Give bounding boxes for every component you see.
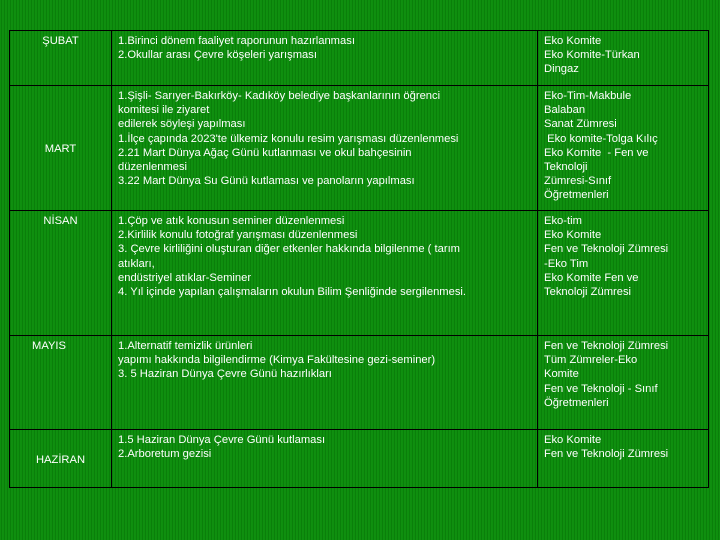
activity-line: 1.Alternatif temizlik ürünleri xyxy=(118,340,253,352)
activity-line: 2.Arboretum gezisi xyxy=(118,448,212,461)
responsible-line: Eko Komite xyxy=(544,35,602,47)
responsible-line: Eko-Tim-Makbule xyxy=(544,90,632,102)
activity-line: 1.Çöp ve atık konusun seminer düzenlenmesi xyxy=(118,215,345,227)
activity-line: 2.Kirlilik konulu fotoğraf yarışması düzenlenmesi xyxy=(118,229,358,242)
responsible-line: Komite xyxy=(544,368,579,381)
month-cell: MAYIS xyxy=(10,336,112,430)
responsible-line: Zümresi-Sınıf xyxy=(544,175,612,188)
activity-line: endüstriyel atıklar-Seminer xyxy=(118,271,252,284)
activities-cell xyxy=(112,211,538,336)
month-cell: MART xyxy=(10,86,112,211)
responsible-cell xyxy=(538,430,709,488)
activity-line: 1.İlçe çapında 2023'te ülkemiz konulu resim yarışması düzenlenmesi xyxy=(118,132,459,145)
responsible-line: Eko Komite Fen ve xyxy=(544,271,639,284)
responsible-line: Eko-tim xyxy=(544,215,582,227)
table-row-mayis xyxy=(10,336,709,430)
activities-cell xyxy=(112,430,538,488)
responsible-cell xyxy=(538,336,709,430)
activity-line: 1.Birinci dönem faaliyet raporunun hazırlanması xyxy=(118,35,355,47)
activity-line: atıkları, xyxy=(118,257,155,270)
responsible-line: Eko Komite xyxy=(544,229,602,242)
activity-line: 2.21 Mart Dünya Ağaç Günü kutlanması ve okul bahçesinin xyxy=(118,146,412,159)
month-cell: ŞUBAT xyxy=(10,31,112,86)
activity-line: 2.Okullar arası Çevre köşeleri yarışması xyxy=(118,49,317,62)
responsible-line: Sanat Zümresi xyxy=(544,118,617,131)
responsible-line: Eko Komite - Fen ve xyxy=(544,146,649,159)
responsible-line: Öğretmenleri xyxy=(544,396,609,409)
activities-cell xyxy=(112,31,538,86)
activity-line: 3. Çevre kirliliğini oluşturan diğer etkenler hakkında bilgilenme ( tarım xyxy=(118,243,460,256)
activity-line: düzenlenmesi xyxy=(118,161,188,174)
responsible-line: Fen ve Teknoloji Zümresi xyxy=(544,448,669,461)
responsible-line: Fen ve Teknoloji - Sınıf xyxy=(544,382,658,395)
activity-line: 4. Yıl içinde yapılan çalışmaların okulun Bilim Şenliğinde sergilenmesi. xyxy=(118,286,467,299)
responsible-line: Eko komite-Tolga Kılıç xyxy=(544,132,658,145)
responsible-line: Dingaz xyxy=(544,63,579,76)
responsible-line: Teknoloji Zümresi xyxy=(544,286,632,299)
responsible-line: Teknoloji xyxy=(544,161,588,174)
month-cell: HAZİRAN xyxy=(10,430,112,488)
responsible-cell xyxy=(538,31,709,86)
table-row-haziran xyxy=(10,430,709,488)
table-row-nisan xyxy=(10,211,709,336)
activities-cell xyxy=(112,336,538,430)
responsible-line: Fen ve Teknoloji Zümresi xyxy=(544,340,669,352)
responsible-line: Eko Komite-Türkan xyxy=(544,49,640,62)
table-row-mart xyxy=(10,86,709,211)
responsible-line: -Eko Tim xyxy=(544,257,589,270)
responsible-line: Fen ve Teknoloji Zümresi xyxy=(544,243,669,256)
activity-line: 3.22 Mart Dünya Su Günü kutlaması ve panoların yapılması xyxy=(118,175,415,188)
activities-cell xyxy=(112,86,538,211)
responsible-line: Öğretmenleri xyxy=(544,189,609,202)
activity-line: 1.5 Haziran Dünya Çevre Günü kutlaması xyxy=(118,434,326,446)
responsible-cell xyxy=(538,86,709,211)
activity-plan-table xyxy=(9,30,709,488)
table-row-subat xyxy=(10,31,709,86)
responsible-cell xyxy=(538,211,709,336)
activity-line: 1.Şişli- Sarıyer-Bakırköy- Kadıköy belediye başkanlarının öğrenci xyxy=(118,90,441,102)
responsible-line: Tüm Zümreler-Eko xyxy=(544,354,638,367)
activity-line: komitesi ile ziyaret xyxy=(118,104,210,117)
activity-line: 3. 5 Haziran Dünya Çevre Günü hazırlıkları xyxy=(118,368,332,381)
responsible-line: Balaban xyxy=(544,104,586,117)
activity-line: edilerek söyleşi yapılması xyxy=(118,118,246,131)
responsible-line: Eko Komite xyxy=(544,434,602,446)
activity-line: yapımı hakkında bilgilendirme (Kimya Fakültesine gezi-seminer) xyxy=(118,354,436,367)
month-cell: NİSAN xyxy=(10,211,112,336)
